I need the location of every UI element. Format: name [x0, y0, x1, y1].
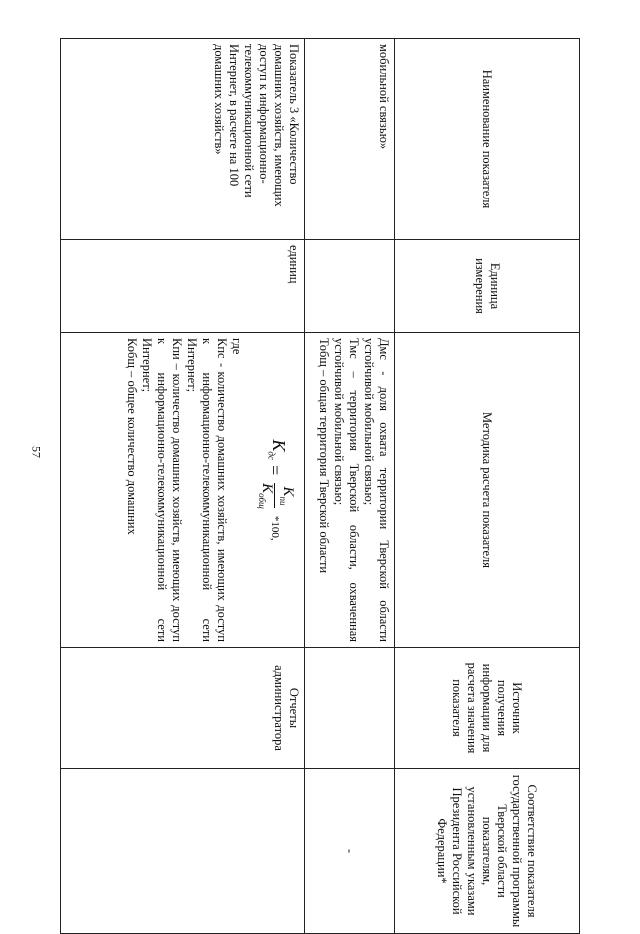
row1-name: мобильной связью»	[305, 39, 395, 240]
method-line: Кпс - количество домашних хозяйств, имеющих доступ к информационно-телекоммуникационной сети Интернет;	[185, 338, 229, 642]
method-line: Кобщ – общее количество домашних	[125, 338, 139, 535]
method-line: Дмс - доля охвата территории Тверской области устойчивой мобильной связью;	[362, 338, 391, 642]
row2-unit: единиц	[61, 240, 305, 333]
row1-unit	[305, 240, 395, 333]
header-match: Соответствие показателя государственной программы Тверской области показателям, установленным указами Президента Российской Федерации*	[395, 769, 580, 934]
method-line: где	[230, 338, 244, 355]
row2-source: Отчеты администратора	[61, 648, 305, 769]
formula-tail: *100,	[269, 515, 281, 541]
table-row	[61, 39, 305, 934]
indicator-table	[60, 38, 580, 934]
header-source: Источник получения информации для расчета значения показателя	[395, 648, 580, 769]
page-number: 57	[29, 446, 44, 458]
rotated-page	[60, 38, 580, 928]
header-method: Методика расчета показателя	[395, 333, 580, 648]
header-name: Наименование показателя	[395, 39, 580, 240]
row1-method	[305, 333, 395, 648]
table-header-row	[395, 39, 580, 934]
method-line: Тобщ – общая территория Тверской области	[317, 338, 331, 574]
method-line: Тмс – территория Тверской области, охваченная устойчивой мобильной связью;	[332, 338, 361, 642]
header-unit: Единица измерения	[395, 240, 580, 333]
row2-method	[61, 333, 305, 648]
formula-lhs: $K_{дс}$	[266, 439, 289, 460]
formula-fraction: $K_{пи}$ $K_{общ}$	[257, 483, 296, 509]
row2-name: Показатель 3 «Количество домашних хозяйств, имеющих доступ к информационно-телекоммуникационной сети Интернет, в расчете на 100 домашних хозяйств»	[61, 39, 305, 240]
row1-source	[305, 648, 395, 769]
row1-match: -	[305, 769, 395, 934]
table-row	[305, 39, 395, 934]
indicator-table-wrap	[60, 38, 580, 928]
method-line: Кпи – количество домашних хозяйств, имеющих доступ к информационно-телекоммуникационной сети Интернет;	[140, 338, 184, 642]
row2-match	[61, 769, 305, 934]
formula: $K_{дс}$ = $K_{пи}$ $K_{общ}$ *100,	[254, 338, 295, 642]
